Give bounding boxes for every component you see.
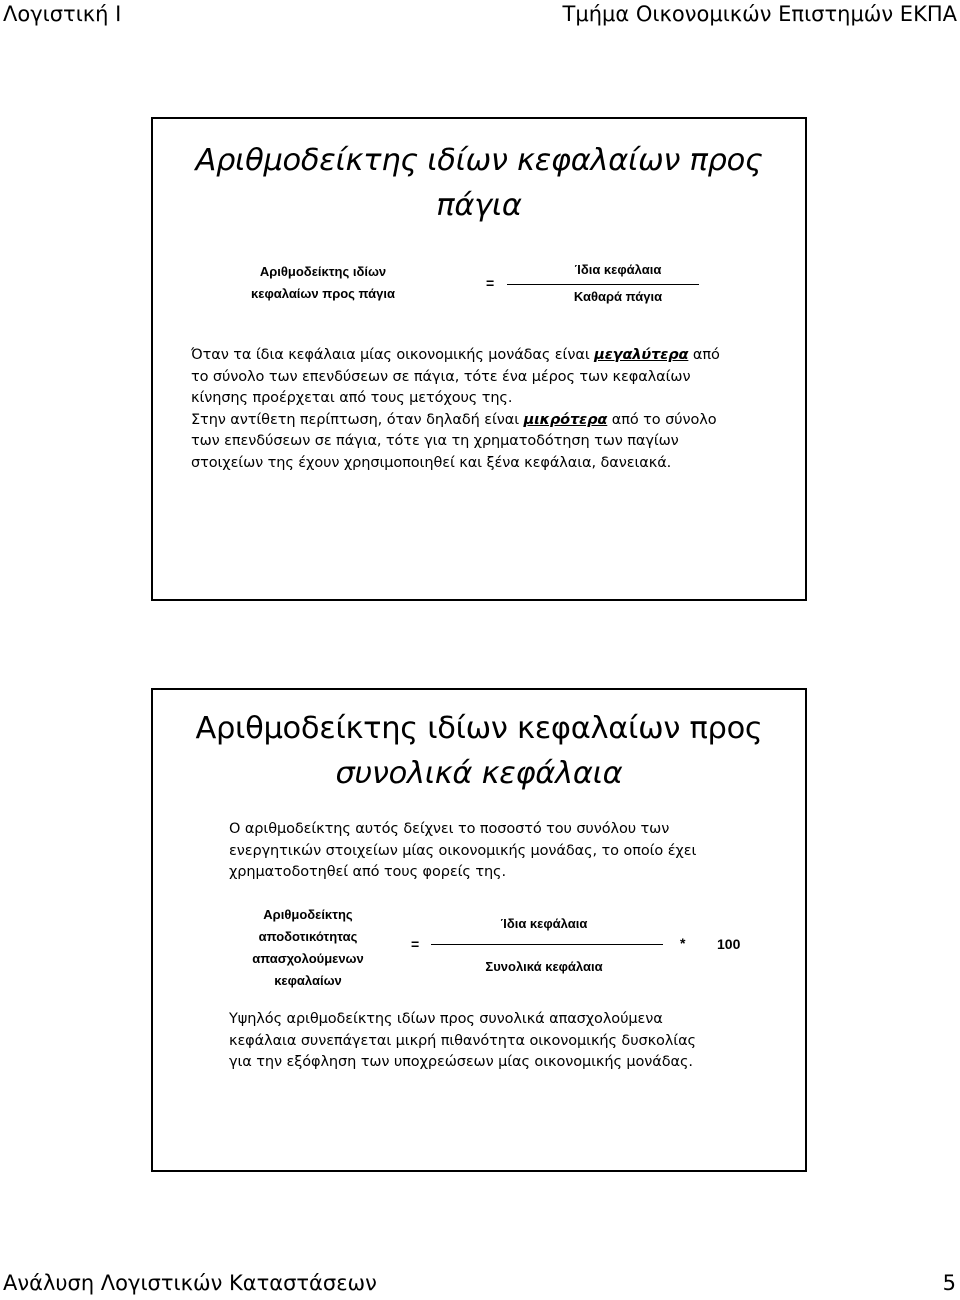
intro-paragraph [229,819,696,884]
ratio-label-line-2: αποδοτικότητας [258,929,358,944]
multiplier-value: 100 [717,936,741,952]
multiply-sign: * [680,935,686,951]
formula-denominator: Συνολικά κεφάλαια [485,959,603,974]
text-run: Στην αντίθετη περίπτωση, όταν δηλαδή είναι [191,411,524,428]
slide-title-line-2: πάγια [436,188,522,223]
ratio-label-line-1: Αριθμοδείκτης ιδίων [259,264,387,279]
equals-sign: = [486,275,495,291]
paragraph-line: στοιχείων της έχουν χρησιμοποιηθεί και ξένα κεφάλαια, δανειακά. [191,454,672,471]
slide-equity-to-fixed-assets [151,117,807,601]
paragraph-line: χρηματοδοτηθεί από τους φορείς της. [229,864,506,880]
slide-title-line-1: Αριθμοδείκτης ιδίων κεφαλαίων προς [195,143,763,178]
paragraph-line [191,345,720,367]
footer-subject: Ανάλυση Λογιστικών Καταστάσεων [3,1271,377,1295]
slide-title-line-1: Αριθμοδείκτης ιδίων κεφαλαίων προς [195,711,763,746]
ratio-label-line-2: κεφαλαίων προς πάγια [251,286,395,301]
paragraph-line [191,410,720,432]
slide-equity-to-total-capital [151,688,807,1172]
equals-sign: = [411,936,420,952]
course-title: Λογιστική Ι [3,2,122,26]
paragraph-line: κίνησης προέρχεται από τους μετόχους της. [191,390,513,406]
text-run: από [688,347,720,363]
paragraph-line: Υψηλός αριθμοδείκτης ιδίων προς συνολικά απασχολούμενα [229,1011,663,1027]
formula-numerator: Ίδια κεφάλαια [574,262,662,277]
formula-numerator: Ίδια κεφάλαια [500,916,588,931]
emphasis-larger: μεγαλύτερα [594,347,689,363]
ratio-label-line-3: απασχολούμενων [252,951,364,966]
department-name: Τμήμα Οικονομικών Επιστημών ΕΚΠΑ [562,2,957,26]
ratio-label-line-1: Αριθμοδείκτης [263,907,353,922]
formula-denominator: Καθαρά πάγια [573,289,663,304]
explanation-paragraph [191,345,720,474]
paragraph-line: το σύνολο των επενδύσεων σε πάγια, τότε ένα μέρος των κεφαλαίων [191,368,691,385]
ratio-label [223,904,393,992]
fraction-line [431,944,663,945]
paragraph-line: κεφάλαια συνεπάγεται μικρή πιθανότητα οικονομικής δυσκολίας [229,1032,696,1049]
ratio-label-line-4: κεφαλαίων [274,973,342,988]
slide-title [153,706,805,796]
slide-title [153,138,805,228]
fraction-line [507,284,699,285]
slide-title-line-2: συνολικά κεφάλαια [335,756,623,791]
page-number: 5 [942,1271,956,1295]
paragraph-line: των επενδύσεων σε πάγια, τότε για τη χρηματοδότηση των παγίων [191,433,679,449]
conclusion-paragraph [229,1009,696,1074]
ratio-label [238,261,408,305]
paragraph-line: Ο αριθμοδείκτης αυτός δείχνει το ποσοστό του συνόλου των [229,821,670,837]
text-run: από το σύνολο [607,411,717,428]
paragraph-line: για την εξόφληση των υποχρεώσεων μίας οικονομικής μονάδας. [229,1054,693,1070]
text-run: Όταν τα ίδια κεφάλαια μίας οικονομικής μονάδας είναι [191,347,595,363]
paragraph-line: ενεργητικών στοιχείων μίας οικονομικής μονάδας, το οποίο έχει [229,842,697,859]
emphasis-smaller: μικρότερα [523,411,608,428]
